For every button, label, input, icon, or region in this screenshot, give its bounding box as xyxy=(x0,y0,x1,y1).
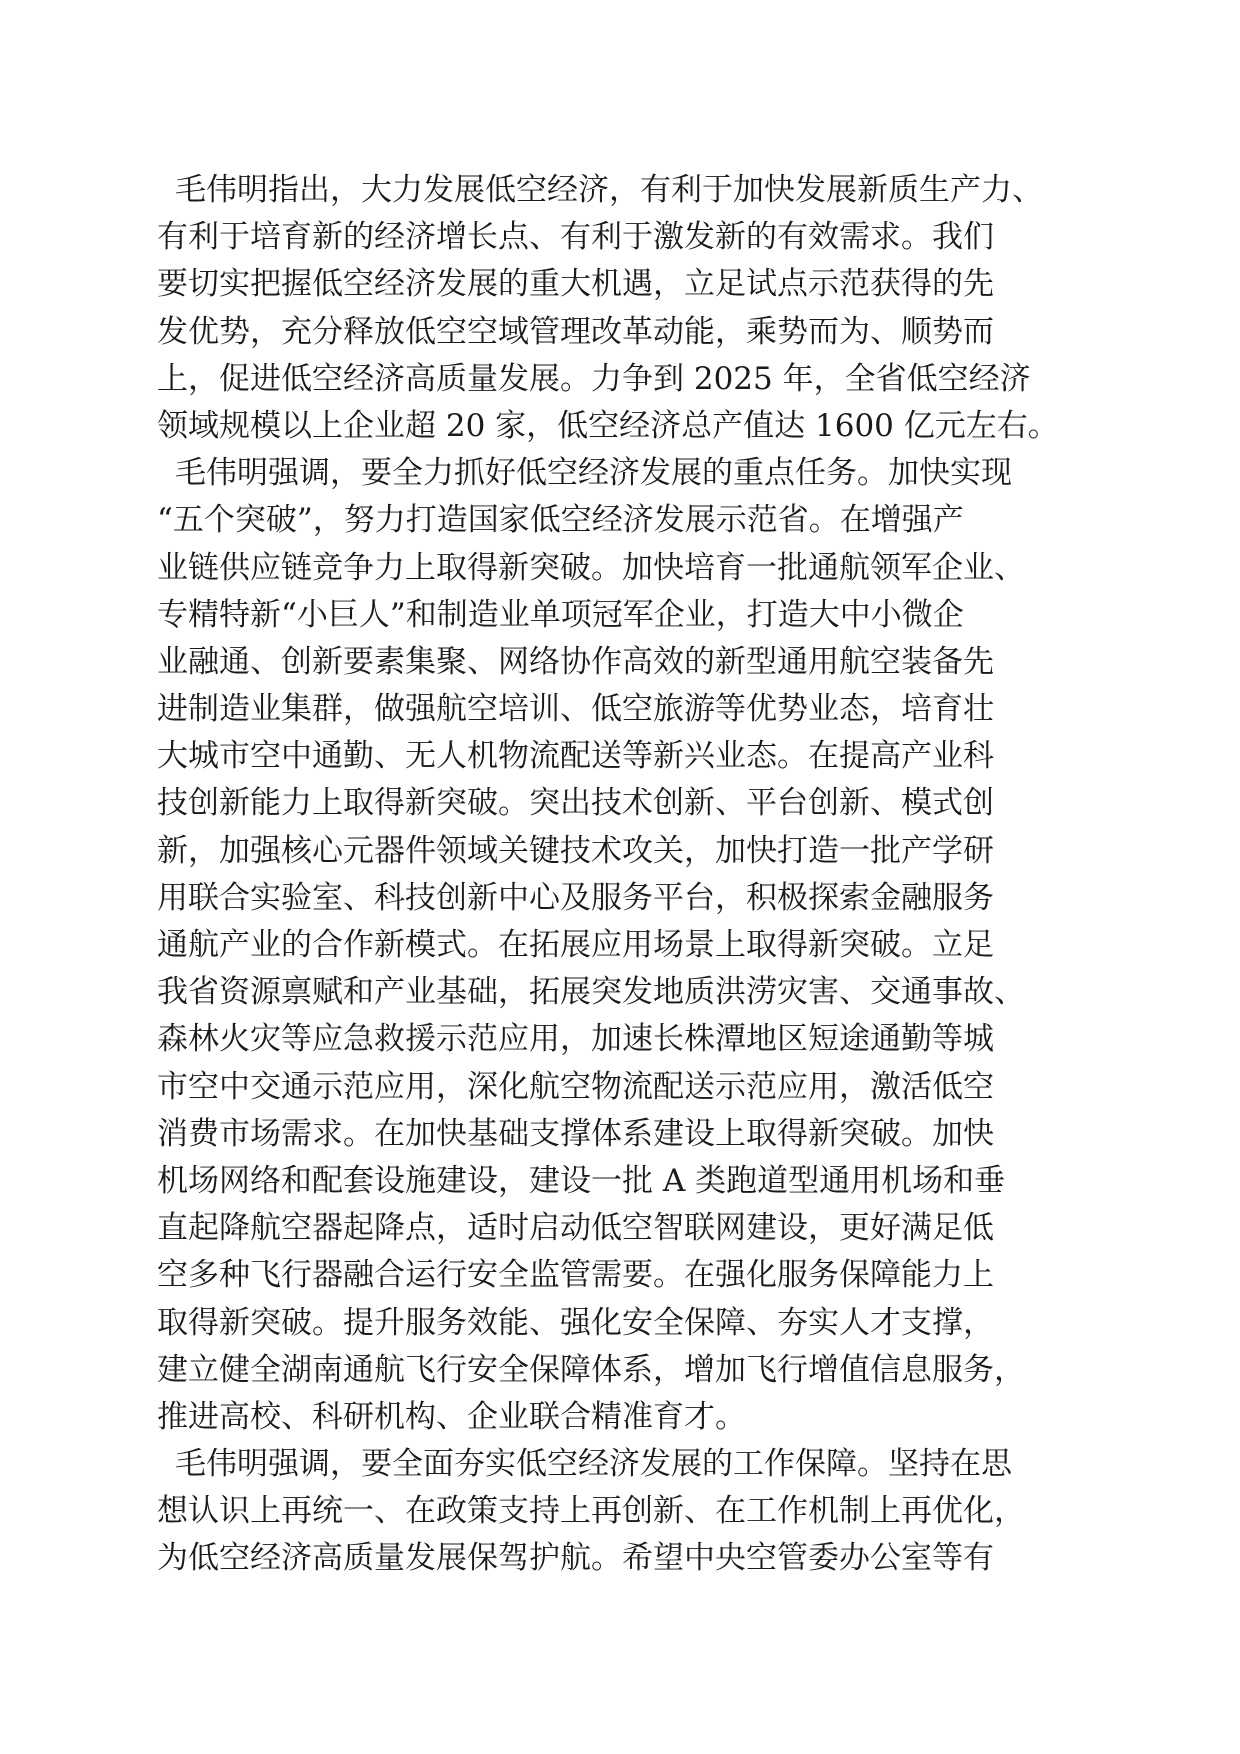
paragraph-line: “五个突破”，努力打造国家低空经济发展示范省。在增强产 xyxy=(157,502,964,539)
paragraph-line: 空多种飞行器融合运行安全监管需要。在强化服务保障能力上 xyxy=(157,1257,994,1294)
paragraph xyxy=(157,450,1097,1441)
paragraph-line: 取得新突破。提升服务效能、强化安全保障、夯实人才支撑， xyxy=(157,1304,994,1341)
document-body xyxy=(157,167,1097,1583)
paragraph xyxy=(157,1441,1097,1583)
paragraph-line: 上，促进低空经济高质量发展。力争到 2025 年，全省低空经济 xyxy=(157,360,1031,397)
paragraph-line: 我省资源禀赋和产业基础，拓展突发地质洪涝灾害、交通事故、 xyxy=(157,974,1025,1011)
paragraph-line: 建立健全湖南通航飞行安全保障体系，增加飞行增值信息服务， xyxy=(157,1351,1025,1388)
paragraph-line: 发优势，充分释放低空空域管理改革动能，乘势而为、顺势而 xyxy=(157,313,994,350)
paragraph-line: 技创新能力上取得新突破。突出技术创新、平台创新、模式创 xyxy=(157,785,994,822)
paragraph-line: 领域规模以上企业超 20 家，低空经济总产值达 1600 亿元左右。 xyxy=(157,407,1059,444)
paragraph-line: 专精特新“小巨人”和制造业单项冠军企业，打造大中小微企 xyxy=(157,596,964,633)
paragraph-line: 为低空经济高质量发展保驾护航。希望中央空管委办公室等有 xyxy=(157,1540,994,1577)
paragraph-line: 直起降航空器起降点，适时启动低空智联网建设，更好满足低 xyxy=(157,1210,994,1247)
paragraph-line: 通航产业的合作新模式。在拓展应用场景上取得新突破。立足 xyxy=(157,927,994,963)
paragraph-line: 有利于培育新的经济增长点、有利于激发新的有效需求。我们 xyxy=(157,219,994,256)
paragraph-line: 想认识上再统一、在政策支持上再创新、在工作机制上再优化， xyxy=(157,1493,1025,1530)
paragraph-line: 森林火灾等应急救援示范应用，加速长株潭地区短途通勤等城 xyxy=(157,1021,994,1058)
paragraph-line: 新，加强核心元器件领域关键技术攻关，加快打造一批产学研 xyxy=(157,832,994,869)
paragraph-line: 业链供应链竞争力上取得新突破。加快培育一批通航领军企业、 xyxy=(157,549,1025,586)
paragraph-line: 毛伟明强调，要全面夯实低空经济发展的工作保障。坚持在思 xyxy=(175,1446,1012,1483)
paragraph-line: 毛伟明强调，要全力抓好低空经济发展的重点任务。加快实现 xyxy=(175,455,1012,492)
paragraph-line: 业融通、创新要素集聚、网络协作高效的新型通用航空装备先 xyxy=(157,643,994,680)
paragraph-line: 市空中交通示范应用，深化航空物流配送示范应用，激活低空 xyxy=(157,1068,994,1105)
paragraph-line: 用联合实验室、科技创新中心及服务平台，积极探索金融服务 xyxy=(157,879,994,916)
paragraph xyxy=(157,167,1097,450)
paragraph-line: 进制造业集群，做强航空培训、低空旅游等优势业态，培育壮 xyxy=(157,691,994,728)
paragraph-line: 大城市空中通勤、无人机物流配送等新兴业态。在提高产业科 xyxy=(157,738,994,775)
paragraph-line: 机场网络和配套设施建设，建设一批 A 类跑道型通用机场和垂 xyxy=(157,1162,1006,1199)
paragraph-line: 消费市场需求。在加快基础支撑体系建设上取得新突破。加快 xyxy=(157,1115,994,1152)
paragraph-line: 毛伟明指出，大力发展低空经济，有利于加快发展新质生产力、 xyxy=(175,172,1043,208)
paragraph-line: 要切实把握低空经济发展的重大机遇，立足试点示范获得的先 xyxy=(157,266,994,303)
paragraph-line: 推进高校、科研机构、企业联合精准育才。 xyxy=(157,1398,746,1435)
